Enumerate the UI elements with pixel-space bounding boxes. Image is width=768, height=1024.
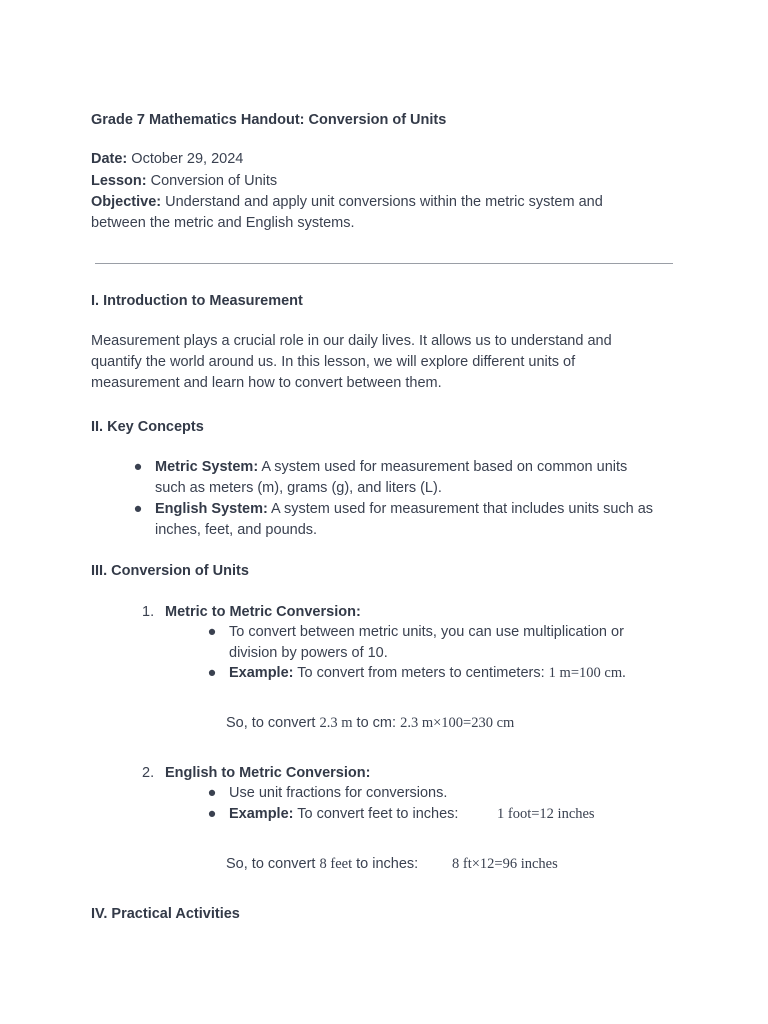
objective-label: Objective: <box>91 194 162 210</box>
date-line <box>91 149 651 170</box>
bullet-icon: ● <box>133 501 143 517</box>
metric-so-mid: to cm: <box>352 715 401 731</box>
bullet-icon: ● <box>207 665 217 681</box>
english-example-text: To convert feet to inches: <box>293 806 459 822</box>
activities-heading: IV. Practical Activities <box>91 906 240 922</box>
english-so-line <box>226 854 418 875</box>
english-example-label: Example: <box>229 806 294 822</box>
metric-conversion-title: Metric to Metric Conversion: <box>165 604 361 620</box>
english-so-formula: 8 ft×12=96 inches <box>452 856 558 872</box>
bullet-icon: ● <box>207 624 217 640</box>
list-number: 2. <box>142 765 155 781</box>
objective-value: Understand and apply unit conversions within the metric system and between the metric and English systems. <box>91 194 603 231</box>
lesson-label: Lesson: <box>91 173 147 189</box>
english-so-mid: to inches: <box>352 856 419 872</box>
metric-example-text: To convert from meters to centimeters: <box>293 665 549 681</box>
english-example-line <box>229 804 669 825</box>
metric-system-text: A system used for measurement based on common units such as meters (m), grams (g), and liters (L). <box>155 459 628 496</box>
english-conversion-title: English to Metric Conversion: <box>165 765 371 781</box>
english-system-item <box>155 499 683 541</box>
list-number: 1. <box>142 604 155 620</box>
metric-example-line <box>229 663 699 684</box>
english-bullet-text: Use unit fractions for conversions. <box>229 785 448 801</box>
metric-example-formula: 1 m=100 cm. <box>548 665 626 681</box>
intro-paragraph: Measurement plays a crucial role in our daily lives. It allows us to understand and quantify the world around us. In this lesson, we will explore different units of measurement and learn how to convert between them. <box>91 333 612 391</box>
english-system-label: English System: <box>155 501 268 517</box>
metric-system-label: Metric System: <box>155 459 259 475</box>
key-concepts-heading: II. Key Concepts <box>91 419 204 435</box>
metric-so-formula: 2.3 m×100=230 cm <box>400 715 515 731</box>
bullet-icon: ● <box>133 459 143 475</box>
metric-bullet-text: To convert between metric units, you can use multiplication or division by powers of 10. <box>229 624 624 661</box>
metric-so-line <box>226 713 514 734</box>
english-example-formula: 1 foot=12 inches <box>497 806 595 822</box>
english-system-text: A system used for measurement that includes units such as inches, feet, and pounds. <box>155 501 654 538</box>
metric-system-item <box>155 457 655 499</box>
metric-so-prefix: So, to convert <box>226 715 320 731</box>
date-value: October 29, 2024 <box>127 151 244 167</box>
bullet-icon: ● <box>207 785 217 801</box>
english-so-value: 8 feet <box>319 856 353 872</box>
bullet-icon: ● <box>207 806 217 822</box>
metric-so-value: 2.3 m <box>319 715 353 731</box>
metric-example-label: Example: <box>229 665 294 681</box>
intro-heading: I. Introduction to Measurement <box>91 293 303 309</box>
horizontal-divider <box>95 263 673 264</box>
lesson-line <box>91 171 651 192</box>
lesson-value: Conversion of Units <box>146 173 278 189</box>
english-so-prefix: So, to convert <box>226 856 320 872</box>
date-label: Date: <box>91 151 128 167</box>
objective-line <box>91 192 636 234</box>
conversion-heading: III. Conversion of Units <box>91 563 249 579</box>
document-title: Grade 7 Mathematics Handout: Conversion of Units <box>91 112 447 128</box>
